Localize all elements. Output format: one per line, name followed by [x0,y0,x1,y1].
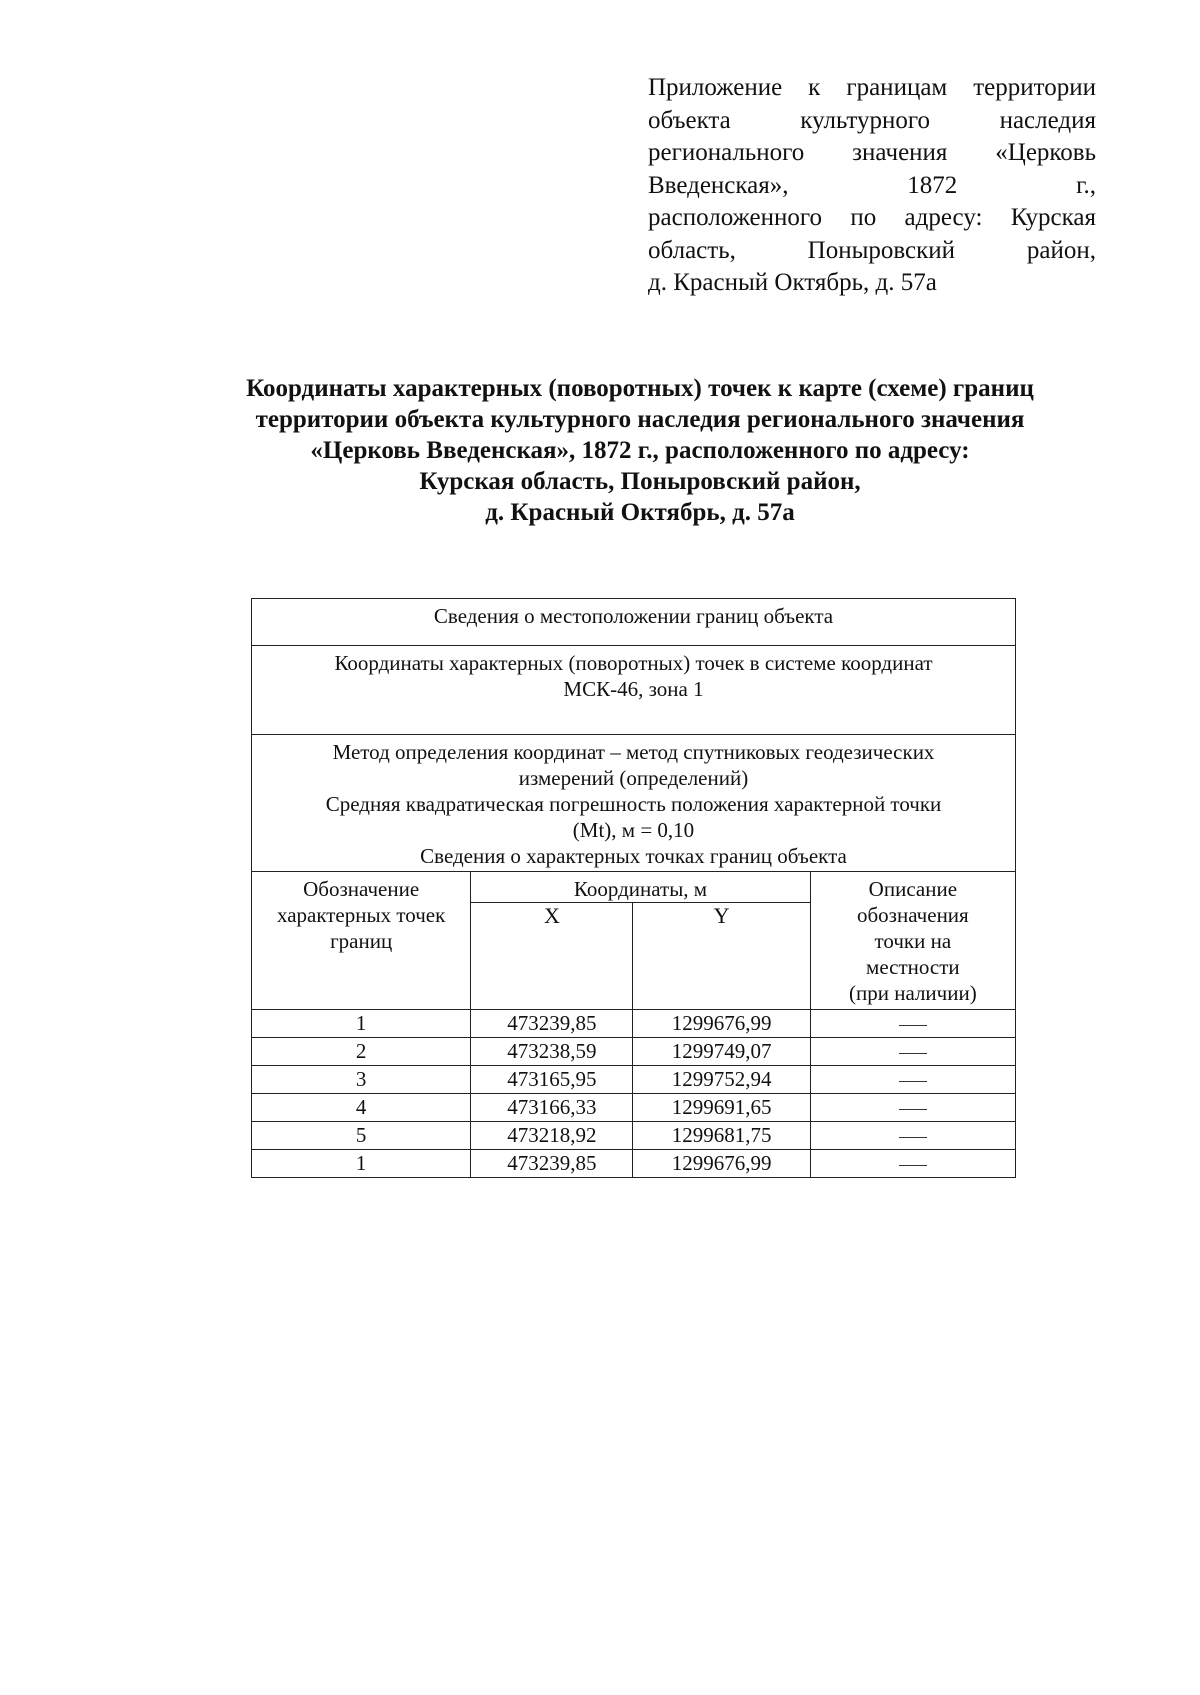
description-header-line: обозначения [856,903,969,927]
coordinate-system-cell [252,646,1016,735]
title-line: д. Красный Октябрь, д. 57а [485,499,795,526]
appendix-line: Приложение к границам территории [648,74,1096,101]
coordinate-system-line: Координаты характерных (поворотных) точек в системе координат [334,651,933,675]
y-value: 1299676,99 [633,1150,810,1178]
method-line: измерений (определений) [518,766,749,790]
point-number: 5 [252,1122,471,1150]
table-row [252,1094,1016,1122]
y-header: Y [633,903,810,1010]
appendix-line: расположенного по адресу: Курская [648,204,1096,231]
description-header [810,872,1015,1010]
appendix-line: область, Поныровский район, [648,236,1096,264]
description-value [810,1066,1015,1094]
description-value [810,1150,1015,1178]
x-value: 473238,59 [471,1038,633,1066]
table-row [252,1150,1016,1178]
x-value: 473166,33 [471,1094,633,1122]
method-line: Метод определения координат – метод спутниковых геодезических [332,740,935,764]
appendix-line: регионального значения «Церковь [648,139,1096,166]
title-line: территории объекта культурного наследия регионального значения [255,406,1025,433]
dash-mark [899,1081,927,1082]
appendix-line: д. Красный Октябрь, д. 57а [648,269,937,296]
designation-header-line: Обозначение [303,877,420,901]
title-line: Координаты характерных (поворотных) точек к карте (схеме) границ [246,375,1034,402]
table-row [252,1010,1016,1038]
point-number: 3 [252,1066,471,1094]
description-header-line: (при наличии) [848,981,977,1005]
description-value [810,1094,1015,1122]
x-value: 473239,85 [471,1010,633,1038]
table-row [252,1038,1016,1066]
x-value: 473218,92 [471,1122,633,1150]
coordinates-table [251,598,1016,1178]
point-number: 1 [252,1010,471,1038]
accuracy-line: Средняя квадратическая погрешность положения характерной точки [325,792,942,816]
designation-header-line: границ [330,929,393,953]
appendix-line: объекта культурного наследия [648,106,1096,134]
dash-mark [899,1165,927,1166]
description-header-line: Описание [868,877,958,901]
point-number: 1 [252,1150,471,1178]
section-header-cell [252,599,1016,646]
designation-header-line: характерных точек [276,903,446,927]
appendix-note [648,72,1096,300]
coordinates-header [471,872,810,903]
description-header-line: местности [866,955,960,979]
description-header-line: точки на [874,929,952,953]
dash-mark [899,1137,927,1138]
title-line: Курская область, Поныровский район, [419,468,861,495]
dash-mark [899,1053,927,1054]
coordinate-system-line: МСК-46, зона 1 [563,677,704,701]
table-row [252,1122,1016,1150]
description-value [810,1122,1015,1150]
appendix-line: Введенская», 1872 г., [648,171,1096,199]
x-header: X [471,903,633,1010]
dash-mark [899,1025,927,1026]
designation-header [252,872,471,1010]
method-cell [252,735,1016,872]
point-number: 4 [252,1094,471,1122]
title-line: «Церковь Введенская», 1872 г., расположенного по адресу: [310,437,970,464]
description-value [810,1038,1015,1066]
table-row [252,1066,1016,1094]
section-header: Сведения о местоположении границ объекта [433,604,834,628]
description-value [810,1010,1015,1038]
y-value: 1299691,65 [633,1094,810,1122]
y-value: 1299676,99 [633,1010,810,1038]
y-value: 1299752,94 [633,1066,810,1094]
y-value: 1299681,75 [633,1122,810,1150]
x-value: 473239,85 [471,1150,633,1178]
point-number: 2 [252,1038,471,1066]
points-header: Сведения о характерных точках границ объекта [420,844,847,868]
coordinates-header-label: Координаты, м [573,877,708,901]
x-value: 473165,95 [471,1066,633,1094]
document-title [150,373,1130,528]
y-value: 1299749,07 [633,1038,810,1066]
dash-mark [899,1109,927,1110]
accuracy-line: (Mt), м = 0,10 [572,818,695,842]
